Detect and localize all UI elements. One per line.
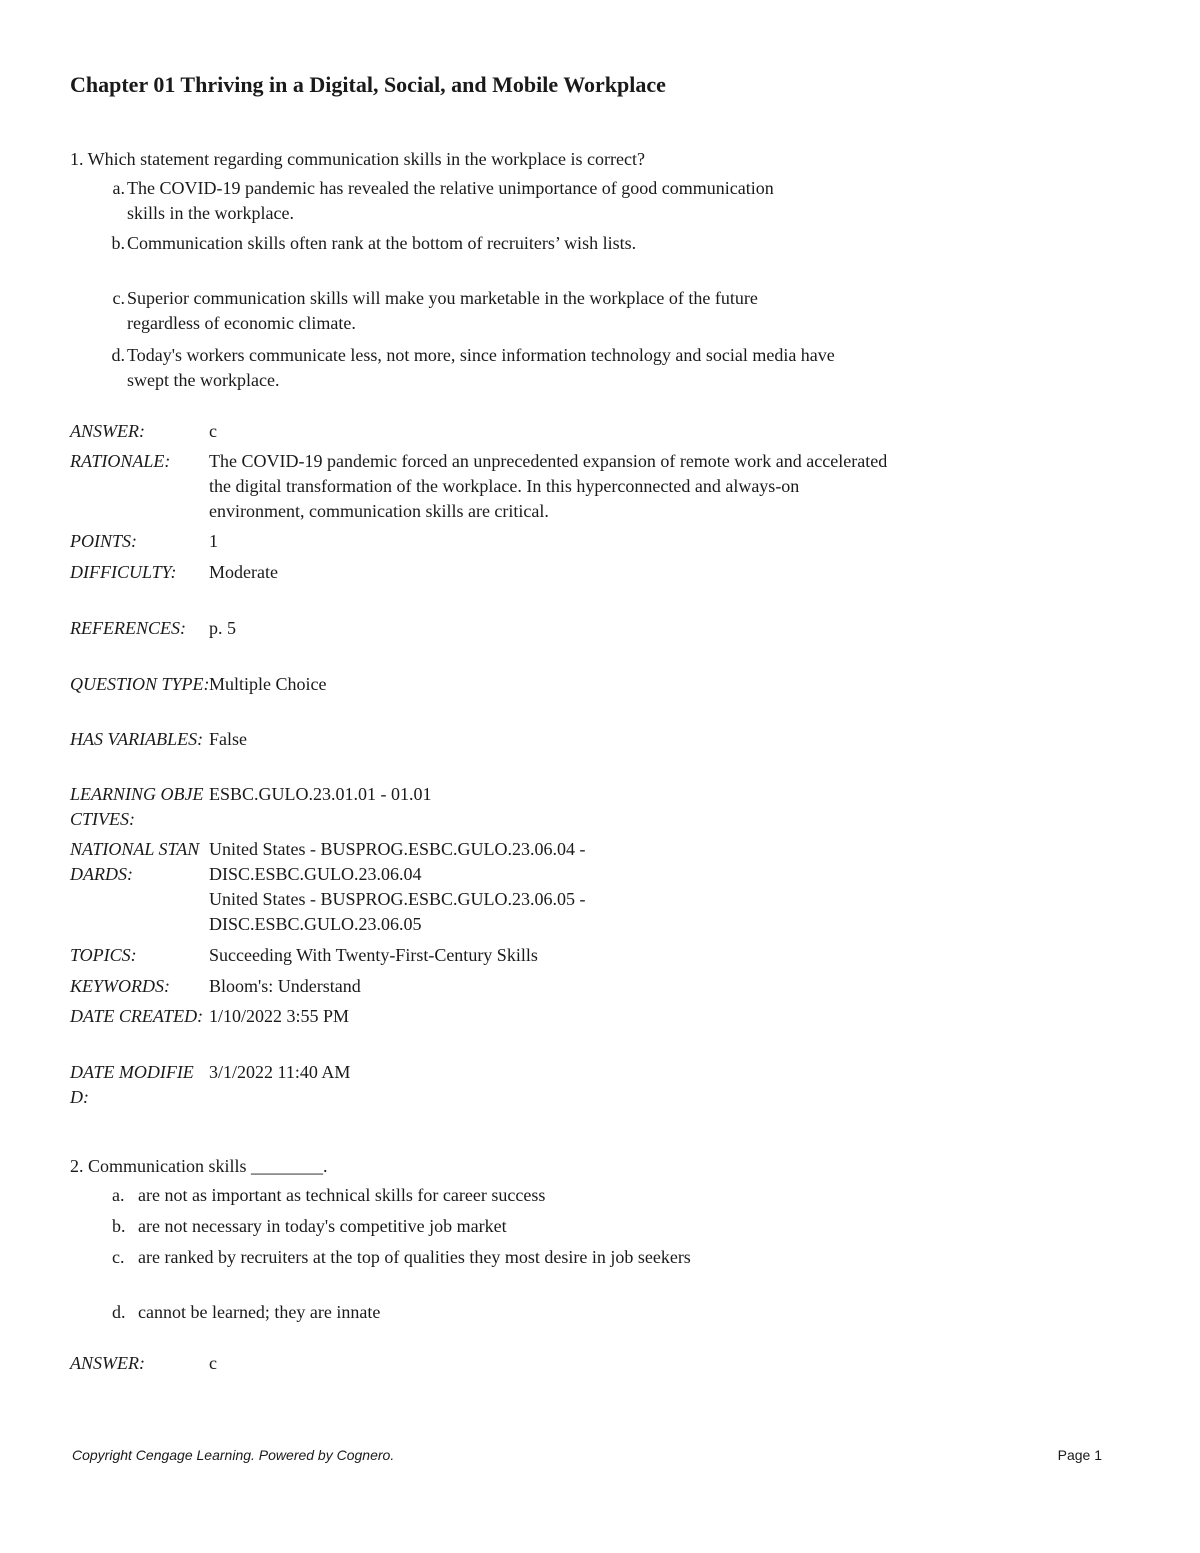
keywords-label: KEYWORDS:: [70, 976, 170, 996]
option-letter: c.: [112, 288, 125, 308]
option-letter: c.: [112, 1247, 125, 1267]
points-value: 1: [209, 531, 218, 551]
topics-value: Succeeding With Twenty-First-Century Skills: [209, 945, 538, 965]
topics-label: TOPICS:: [70, 945, 137, 965]
page-title: Chapter 01 Thriving in a Digital, Social, and Mobile Workplace: [70, 72, 666, 97]
date-created-label: DATE CREATED:: [70, 1006, 204, 1026]
answer-value: c: [209, 421, 217, 441]
option-letter: b.: [112, 1216, 126, 1236]
option-text: are not necessary in today's competitive job market: [138, 1216, 507, 1236]
question-1-option-d: [105, 343, 905, 393]
question-2-option-b: [112, 1214, 812, 1239]
question-type-label: QUESTION TYPE:: [70, 674, 210, 694]
rationale-value: The COVID-19 pandemic forced an unprecedented expansion of remote work and accelerated the digital transformation of the workplace. In this hyperconnected and always-on environment, communication skills are critical.: [209, 451, 888, 521]
option-letter: a.: [112, 178, 125, 198]
rationale-label: RATIONALE:: [70, 451, 171, 471]
has-variables-label: HAS VARIABLES:: [70, 729, 204, 749]
answer-value: c: [209, 1353, 217, 1373]
date-modified-label: DATE MODIFIED:: [70, 1062, 194, 1107]
learning-objectives-label: LEARNING OBJECTIVES:: [70, 784, 204, 829]
question-1-stem: 1. Which statement regarding communication skills in the workplace is correct?: [70, 149, 645, 169]
option-letter: b.: [111, 233, 125, 253]
question-1-option-b: [105, 231, 905, 256]
answer-label: ANSWER:: [70, 1353, 145, 1373]
keywords-value: Bloom's: Understand: [209, 976, 361, 996]
option-text: cannot be learned; they are innate: [138, 1302, 381, 1322]
option-text: The COVID-19 pandemic has revealed the relative unimportance of good communication skills in the workplace.: [127, 178, 774, 223]
copyright-notice: Copyright Cengage Learning. Powered by Cognero.: [72, 1447, 395, 1463]
question-2-option-d: [112, 1300, 812, 1325]
option-text: are ranked by recruiters at the top of qualities they most desire in job seekers: [138, 1247, 691, 1267]
references-label: REFERENCES:: [70, 618, 186, 638]
date-created-value: 1/10/2022 3:55 PM: [209, 1006, 350, 1026]
option-letter: a.: [112, 1185, 125, 1205]
option-text: Superior communication skills will make you marketable in the workplace of the future regardless of economic climate.: [127, 288, 758, 333]
option-text: are not as important as technical skills for career success: [138, 1185, 546, 1205]
difficulty-value: Moderate: [209, 562, 278, 582]
references-value: p. 5: [209, 618, 236, 638]
option-letter: d.: [112, 1302, 126, 1322]
difficulty-label: DIFFICULTY:: [70, 562, 177, 582]
national-standards-value: United States - BUSPROG.ESBC.GULO.23.06.04 - DISC.ESBC.GULO.23.06.04: [209, 839, 586, 884]
national-standards-label: NATIONAL STANDARDS:: [70, 839, 200, 884]
question-2-option-c: [112, 1245, 812, 1295]
answer-label: ANSWER:: [70, 421, 145, 441]
option-text: Communication skills often rank at the bottom of recruiters’ wish lists.: [127, 233, 637, 253]
date-modified-value: 3/1/2022 11:40 AM: [209, 1062, 351, 1082]
question-type-value: Multiple Choice: [209, 674, 327, 694]
question-2-stem: 2. Communication skills ________.: [70, 1156, 328, 1176]
national-standards-value: United States - BUSPROG.ESBC.GULO.23.06.05 - DISC.ESBC.GULO.23.06.05: [209, 889, 586, 934]
question-1-option-a: [105, 176, 905, 226]
page-number: Page 1: [1057, 1447, 1102, 1463]
option-text: Today's workers communicate less, not more, since information technology and social media have swept the workplace.: [127, 345, 835, 390]
question-1-option-c: [105, 286, 905, 336]
option-letter: d.: [111, 345, 125, 365]
has-variables-value: False: [209, 729, 247, 749]
question-2-option-a: [112, 1183, 812, 1208]
learning-objectives-value: ESBC.GULO.23.01.01 - 01.01: [209, 784, 432, 804]
points-label: POINTS:: [70, 531, 137, 551]
